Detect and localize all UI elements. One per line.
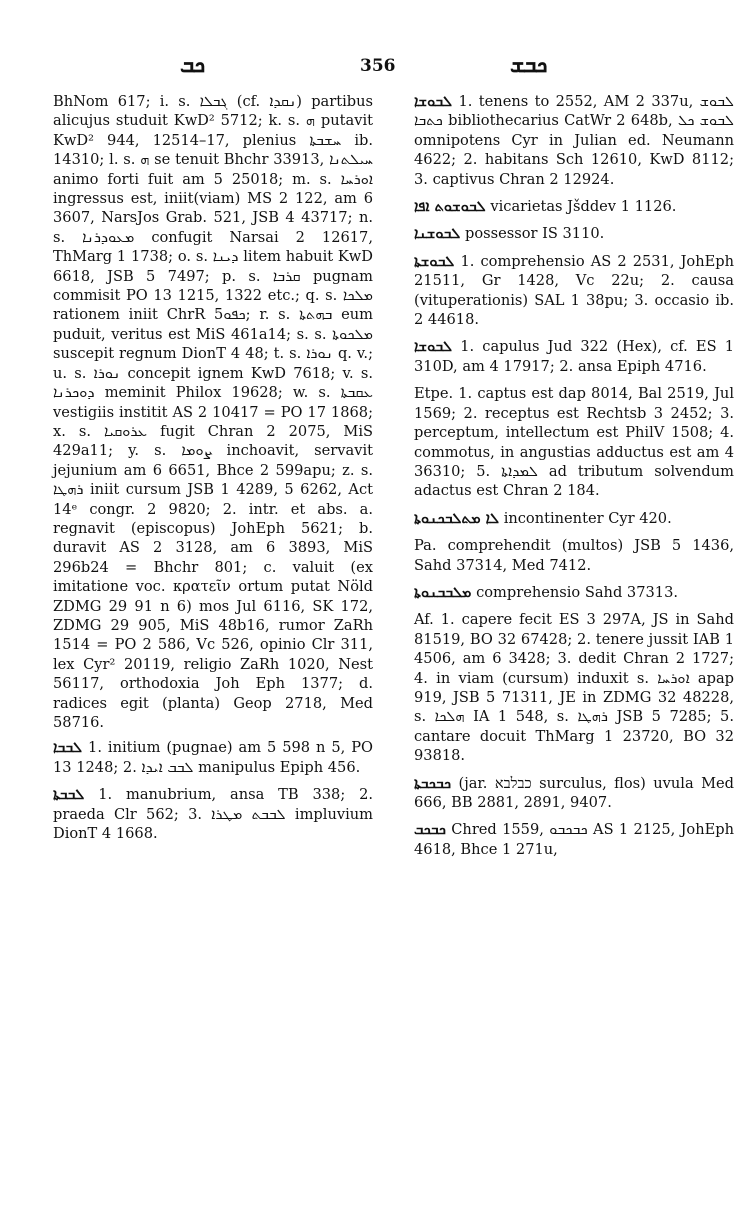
dictionary-entry <box>53 785 373 843</box>
entry-text: Etpe. 1. captus est dap 8014, Bal 2519, Jul 1569; 2. receptus est Rechtsb 3 2452; 3. perceptum, intellectum est PhilV 1508; 4. commotus, in angustias adductus est am 4 36310; 5. ܠܡܕܐܬܐ ad tributum solvendum adactus est Chran 2 184. <box>414 385 734 500</box>
entry-text: incontinenter Cyr 420. <box>503 509 672 527</box>
left-column <box>53 92 373 851</box>
entry-headword: ܟܒܟܒ <box>414 821 446 839</box>
running-head-left: ܟܒ <box>180 52 206 78</box>
entry-headword: ܟܒܟܒܬܐ <box>414 774 452 792</box>
dictionary-entry <box>414 92 734 189</box>
dictionary-entry <box>414 509 734 528</box>
entry-headword: ܡܠܒܒܢܘܬܐ <box>414 583 472 601</box>
entry-text: 1. manubrium, ansa TB 338; 2. praeda Clr 562; 3. ܠܒܒܬ ܡܛܪܐ impluvium DionT 4 1668. <box>53 786 373 843</box>
dictionary-entry <box>414 820 734 859</box>
dictionary-entry <box>414 583 734 602</box>
page-header <box>0 52 750 82</box>
entry-headword: ܠܒܘܫܢܐ <box>414 225 461 243</box>
right-column <box>414 92 734 867</box>
dictionary-entry <box>53 92 373 732</box>
entry-text: comprehensio Sahd 37313. <box>476 583 678 601</box>
dictionary-entry <box>414 610 734 765</box>
dictionary-entry <box>414 774 734 813</box>
entry-text: (jar. כבלבא surculus, flos) uvula Med 666, BB 2881, 2891, 9407. <box>414 774 734 811</box>
dictionary-entry <box>414 536 734 575</box>
page-number: 356 <box>360 56 396 76</box>
entry-text: Chred 1559, ܟܒܟܒܘ AS 1 2125, JohEph 4618, Bhce 1 271u, <box>414 821 735 858</box>
entry-text: possessor IS 3110. <box>465 225 605 243</box>
entry-text: 1. tenens to 2552, AM 2 337u, ܠܒܘܫ ܟܬܒܐ bibliothecarius CatWr 2 648b, ܠܒܘܫ ܟܠ omnipotens Cyr in Julian ed. Neumann 4622; 2. habitans Sch 12610, KwD 8112; 3. captivus Chran 2 12924. <box>414 93 734 188</box>
entry-headword: ܠܒܒܐ <box>53 739 83 757</box>
entry-text: vicarietas Jšddev 1 1126. <box>490 198 677 216</box>
dictionary-entry <box>414 224 734 243</box>
entry-text: 1. comprehensio AS 2 2531, JohEph 21511, Gr 1428, Vc 22u; 2. causa (vituperationis) SAL 1 38pu; 3. occasio ib. 2 44618. <box>414 252 735 329</box>
dictionary-entry <box>414 384 734 500</box>
entry-headword: ܠܒܘܫܘܬ ܐܦܐ <box>414 198 486 216</box>
running-head-right: ܟܒܫ <box>510 52 548 78</box>
entry-text: 1. capulus Jud 322 (Hex), cf. ES 1 310D, am 4 17917; 2. ansa Epiph 4716. <box>414 338 734 375</box>
entry-headword: ܠܒܒܬܐ <box>53 786 85 804</box>
entry-headword: ܠܒܘܫܐ <box>414 93 453 110</box>
dictionary-entry <box>414 337 734 376</box>
entry-headword: ܠܒܘܫܐ <box>414 338 453 356</box>
entry-headword: ܠܒܘܫܬܐ <box>414 252 455 270</box>
dictionary-entry <box>414 197 734 216</box>
entry-text: BhNom 617; i. s. ܓܒܠܐ (cf. ܢܩܕܐ) partibus alicujus studuit KwD² 5712; k. s. ܗ putavit KwD² 944, 12514–17, plenius ܚܫܒܬܐ ib. 14310; l. s. ܗ se tenuit Bhchr 33913, ܚܝܠܬܢܐ animo forti fuit am 5 25018; m. s. ܐܘܪܚܐ ingressus est, iniit(viam) MS 2 122, am 6 3607, NarsJos Grab. 521, JSB 4 43717; n. s. ܡܥܘܕܪܢܐ confugit Narsai 2 12617, ThMarg 1 1738; o. s. ܕܝܢܐ litem habuit KwD 6618, JSB 5 7497; p. s. ܩܪܒܐ pugnam commisit PO 13 1215, 1322 etc.; q. s. ܡܠܟܐ rationem iniit ChrR ܟܦܘ5; r. s. ܒܗܬܬܐ eum puduit, veritus est MiS 461a14; s. s. ܡܠܟܘܬܐ suscepit regnum DionT 4 48; t. s. ܢܘܪܐ q. v.; u. s. ܢܘܪܐ concepit ignem KwD 7618; v. s. ܕܘܟܪܢܐ meminit Philox 19628; w. s. ܥܩܒܬܐ vestigiis institit AS 2 10417 = PO 17 1868; x. s. ܥܪܘܩܝܐ fugit Chran 2 2075, MiS 429a11; y. s. ܨܘܡܐ inchoavit, servavit jejunium am 6 6651, Bhce 2 599apu; z. s. ܪܗܛܐ iniit cursum JSB 1 4289, 5 6262, Act 14ᵉ congr. 2 9820; 2. intr. et abs. a. regnavit (episcopus) JohEph 5621; b. duravit AS 2 3128, am 6 3893, MiS 296b24 = Bhchr 801; c. valuit (ex imitatione voc. κρατεῖν ortum putat Nöld ZDMG 29 91 n 6) mos Jul 6116, SK 172, ZDMG 29 905, MiS 48b16, rumor ZaRh 1514 = PO 2 586, Vc 526, opinio Clr 311, lex Cyr² 20119, religio ZaRh 1020, Nest 56117, orthodoxia Joh Eph 1377; d. radices egit (planta) Geop 2718, Med 58716. <box>53 93 374 731</box>
dictionary-entry <box>53 738 373 777</box>
entry-headword: ܠܐ ܡܬܠܒܟܢܘܬܐ <box>414 509 500 527</box>
dictionary-entry <box>414 252 734 330</box>
entry-text: Af. 1. capere fecit ES 3 297A, JS in Sahd 81519, BO 32 67428; 2. tenere jussit IAB 1 4506, am 6 3428; 3. dedit Chran 2 1727; 4. in viam (cursum) induxit s. ܐܘܪܚܐ apap 919, JSB 5 71311, JE in ZDMG 32 48228, s. ܗܠܟܐ IA 1 548, s. ܪܗܛܐ JSB 5 7285; 5. cantare docuit ThMarg 1 23720, BO 32 93818. <box>414 611 734 765</box>
entry-text: 1. initium (pugnae) am 5 598 n 5, PO 13 1248; 2. ܠܒܒ ܐܝܕܐ manipulus Epiph 456. <box>53 739 374 776</box>
entry-text: Pa. comprehendit (multos) JSB 5 1436, Sahd 37314, Med 7412. <box>414 537 734 574</box>
